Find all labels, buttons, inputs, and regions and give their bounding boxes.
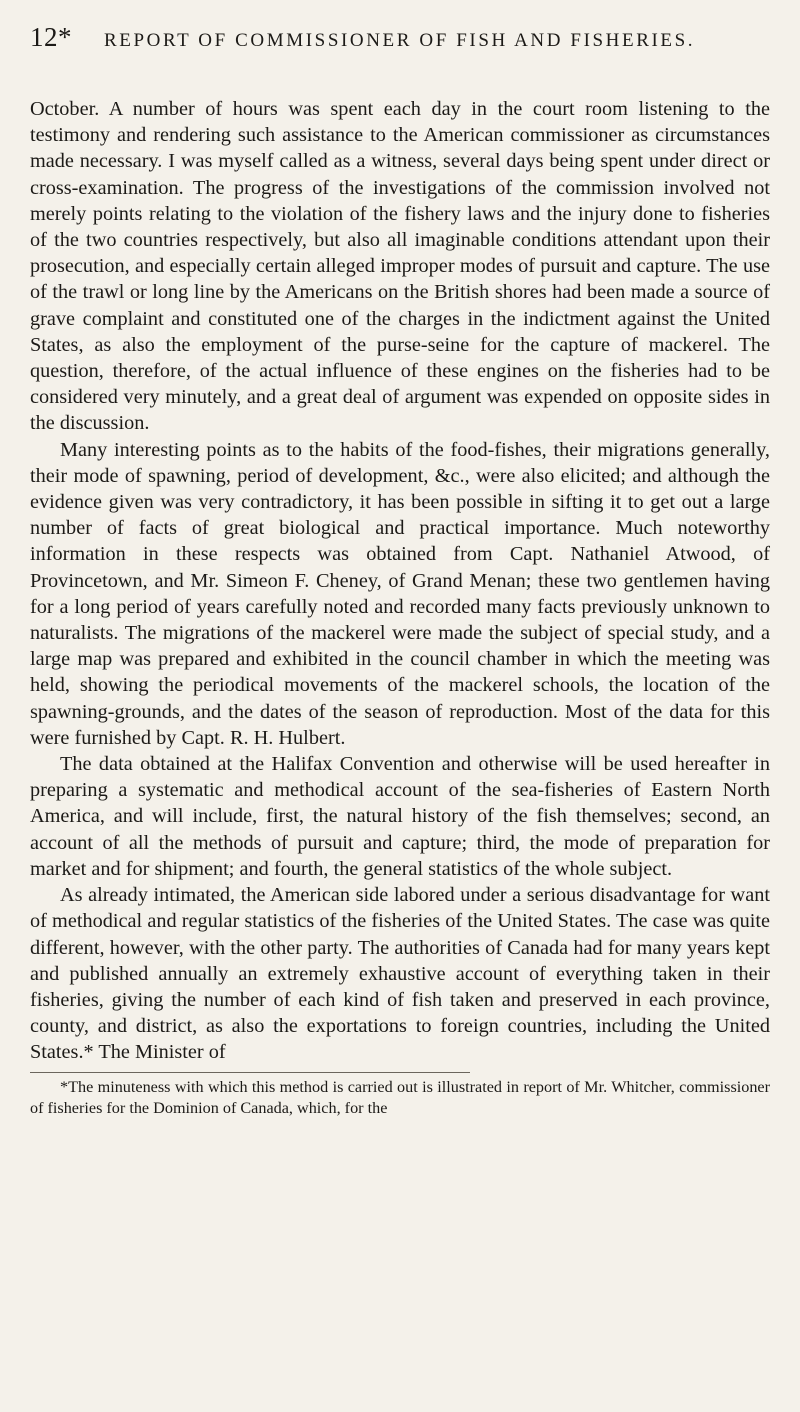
footnote-divider — [30, 1072, 470, 1073]
running-title: REPORT OF COMMISSIONER OF FISH AND FISHERIES. — [104, 30, 696, 51]
footnote: *The minuteness with which this method is carried out is illustrated in report of Mr. Whitcher, commissioner of fisheries for the Dominion of Canada, which, for the — [30, 1077, 770, 1117]
page-number: 12* — [30, 22, 72, 52]
paragraph: Many interesting points as to the habits of the food-fishes, their migrations generally, their mode of spawning, period of development, &c., were also elicited; and although the evidence given was very contradictory, it has been possible in sifting it to get out a large number of facts of great biological and practical importance. Much noteworthy information in these respects was obtained from Capt. Nathaniel Atwood, of Provincetown, and Mr. Simeon F. Cheney, of Grand Menan; these two gentlemen having for a long period of years carefully noted and recorded many facts previously unknown to naturalists. The migrations of the mackerel were made the subject of special study, and a large map was prepared and exhibited in the council chamber in which the meeting was held, showing the periodical movements of the mackerel schools, the location of the spawning-grounds, and the dates of the season of reproduction. Most of the data for this were furnished by Capt. R. H. Hulbert. — [30, 438, 770, 749]
page-header — [30, 22, 770, 66]
body-text — [30, 96, 770, 1066]
paragraph: October. A number of hours was spent each day in the court room listening to the testimony and rendering such assistance to the American commissioner as circumstances made necessary. I was myself called as a witness, several days being spent under direct or cross-examination. The progress of the investigations of the commission involved not merely points relating to the violation of the fishery laws and the injury done to fisheries of the two countries respectively, but also all imaginable conditions attendant upon their prosecution, and especially certain alleged improper modes of pursuit and capture. The use of the trawl or long line by the Americans on the British shores had been made a source of grave complaint and constituted one of the charges in the indictment against the United States, as also the employment of the purse-seine for the capture of mackerel. The question, therefore, of the actual influence of these engines on the fisheries had to be considered very minutely, and a great deal of argument was expended on opposite sides in the discussion. — [30, 98, 770, 435]
paragraph: The data obtained at the Halifax Convention and otherwise will be used hereafter in preparing a systematic and methodical account of the sea-fisheries of Eastern North America, and will include, first, the natural history of the fish themselves; second, an account of all the methods of pursuit and capture; third, the mode of preparation for market and for shipment; and fourth, the general statistics of the whole subject. — [30, 753, 770, 880]
paragraph: As already intimated, the American side labored under a serious disadvantage for want of methodical and regular statistics of the fisheries of the United States. The case was quite different, however, with the other party. The authorities of Canada had for many years kept and published annually an extremely exhaustive account of everything taken in their fisheries, giving the number of each kind of fish taken and preserved in each province, county, and district, as also the exportations to foreign countries, including the United States.* The Minister of — [30, 884, 770, 1064]
